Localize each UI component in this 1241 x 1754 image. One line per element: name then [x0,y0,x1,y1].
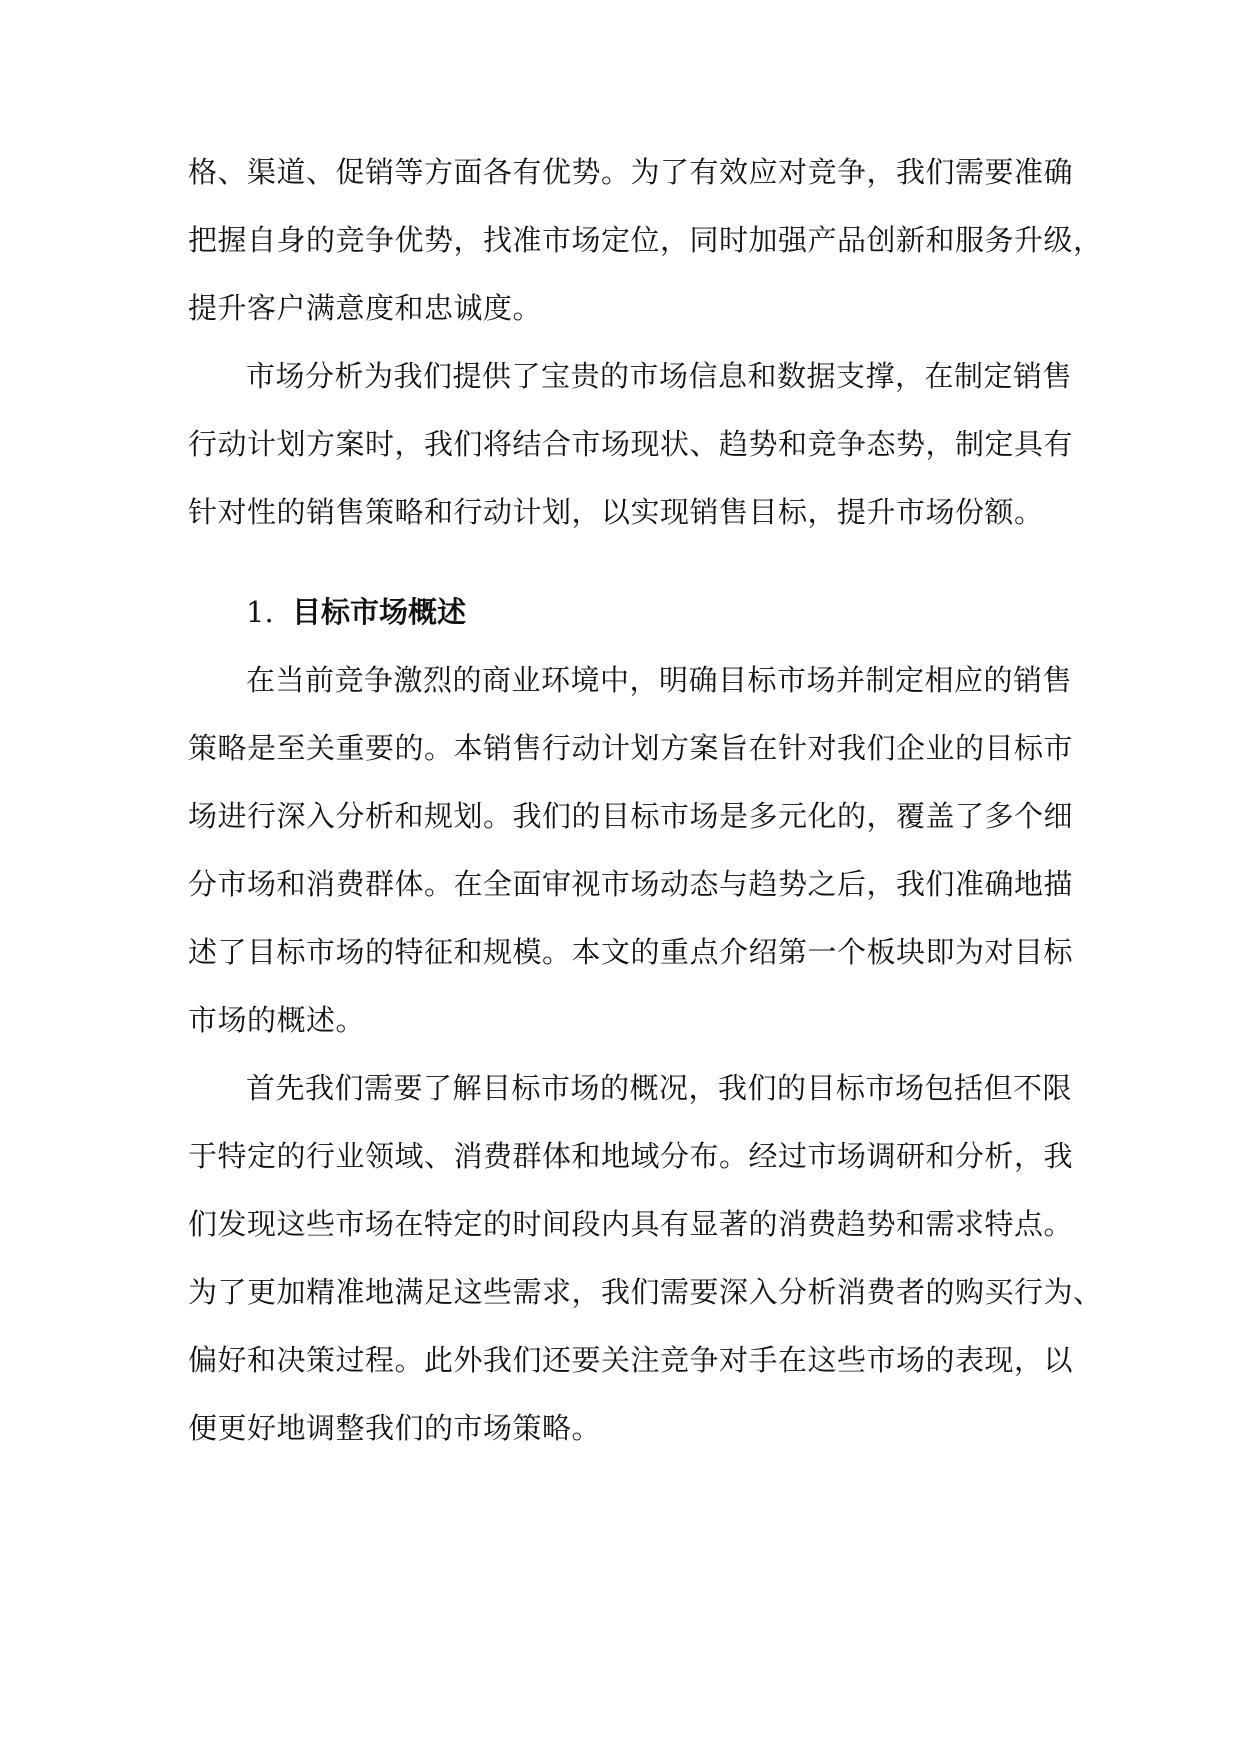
paragraph-line: 市场分析为我们提供了宝贵的市场信息和数据支撑，在制定销售 [246,359,1073,393]
paragraph-line: 首先我们需要了解目标市场的概况，我们的目标市场包括但不限 [246,1071,1073,1105]
section-number: 1. [246,595,274,629]
paragraph-line: 提升客户满意度和忠诚度。 [188,291,543,325]
paragraph-line: 策略是至关重要的。本销售行动计划方案旨在针对我们企业的目标市 [188,731,1074,765]
paragraph-line: 述了目标市场的特征和规模。本文的重点介绍第一个板块即为对目标 [188,935,1074,969]
paragraph-line: 为了更加精准地满足这些需求，我们需要深入分析消费者的购买行为、 [188,1275,1103,1309]
paragraph-line: 行动计划方案时，我们将结合市场现状、趋势和竞争态势，制定具有 [188,427,1074,461]
paragraph-line: 格、渠道、促销等方面各有优势。为了有效应对竞争，我们需要准确 [188,155,1074,189]
paragraph-line: 于特定的行业领域、消费群体和地域分布。经过市场调研和分析，我 [188,1139,1074,1173]
section-heading [246,592,466,632]
paragraph-line: 市场的概述。 [188,1003,366,1037]
paragraph-line: 们发现这些市场在特定的时间段内具有显著的消费趋势和需求特点。 [188,1207,1074,1241]
paragraph-line: 便更好地调整我们的市场策略。 [188,1411,602,1445]
paragraph-line: 分市场和消费群体。在全面审视市场动态与趋势之后，我们准确地描 [188,867,1074,901]
paragraph-line: 偏好和决策过程。此外我们还要关注竞争对手在这些市场的表现，以 [188,1343,1074,1377]
paragraph-line: 针对性的销售策略和行动计划，以实现销售目标，提升市场份额。 [188,495,1044,529]
paragraph-line: 在当前竞争激烈的商业环境中，明确目标市场并制定相应的销售 [246,663,1073,697]
section-title: 目标市场概述 [292,595,467,629]
paragraph-line: 场进行深入分析和规划。我们的目标市场是多元化的，覆盖了多个细 [188,799,1074,833]
paragraph-line: 把握自身的竞争优势，找准市场定位，同时加强产品创新和服务升级， [188,223,1103,257]
